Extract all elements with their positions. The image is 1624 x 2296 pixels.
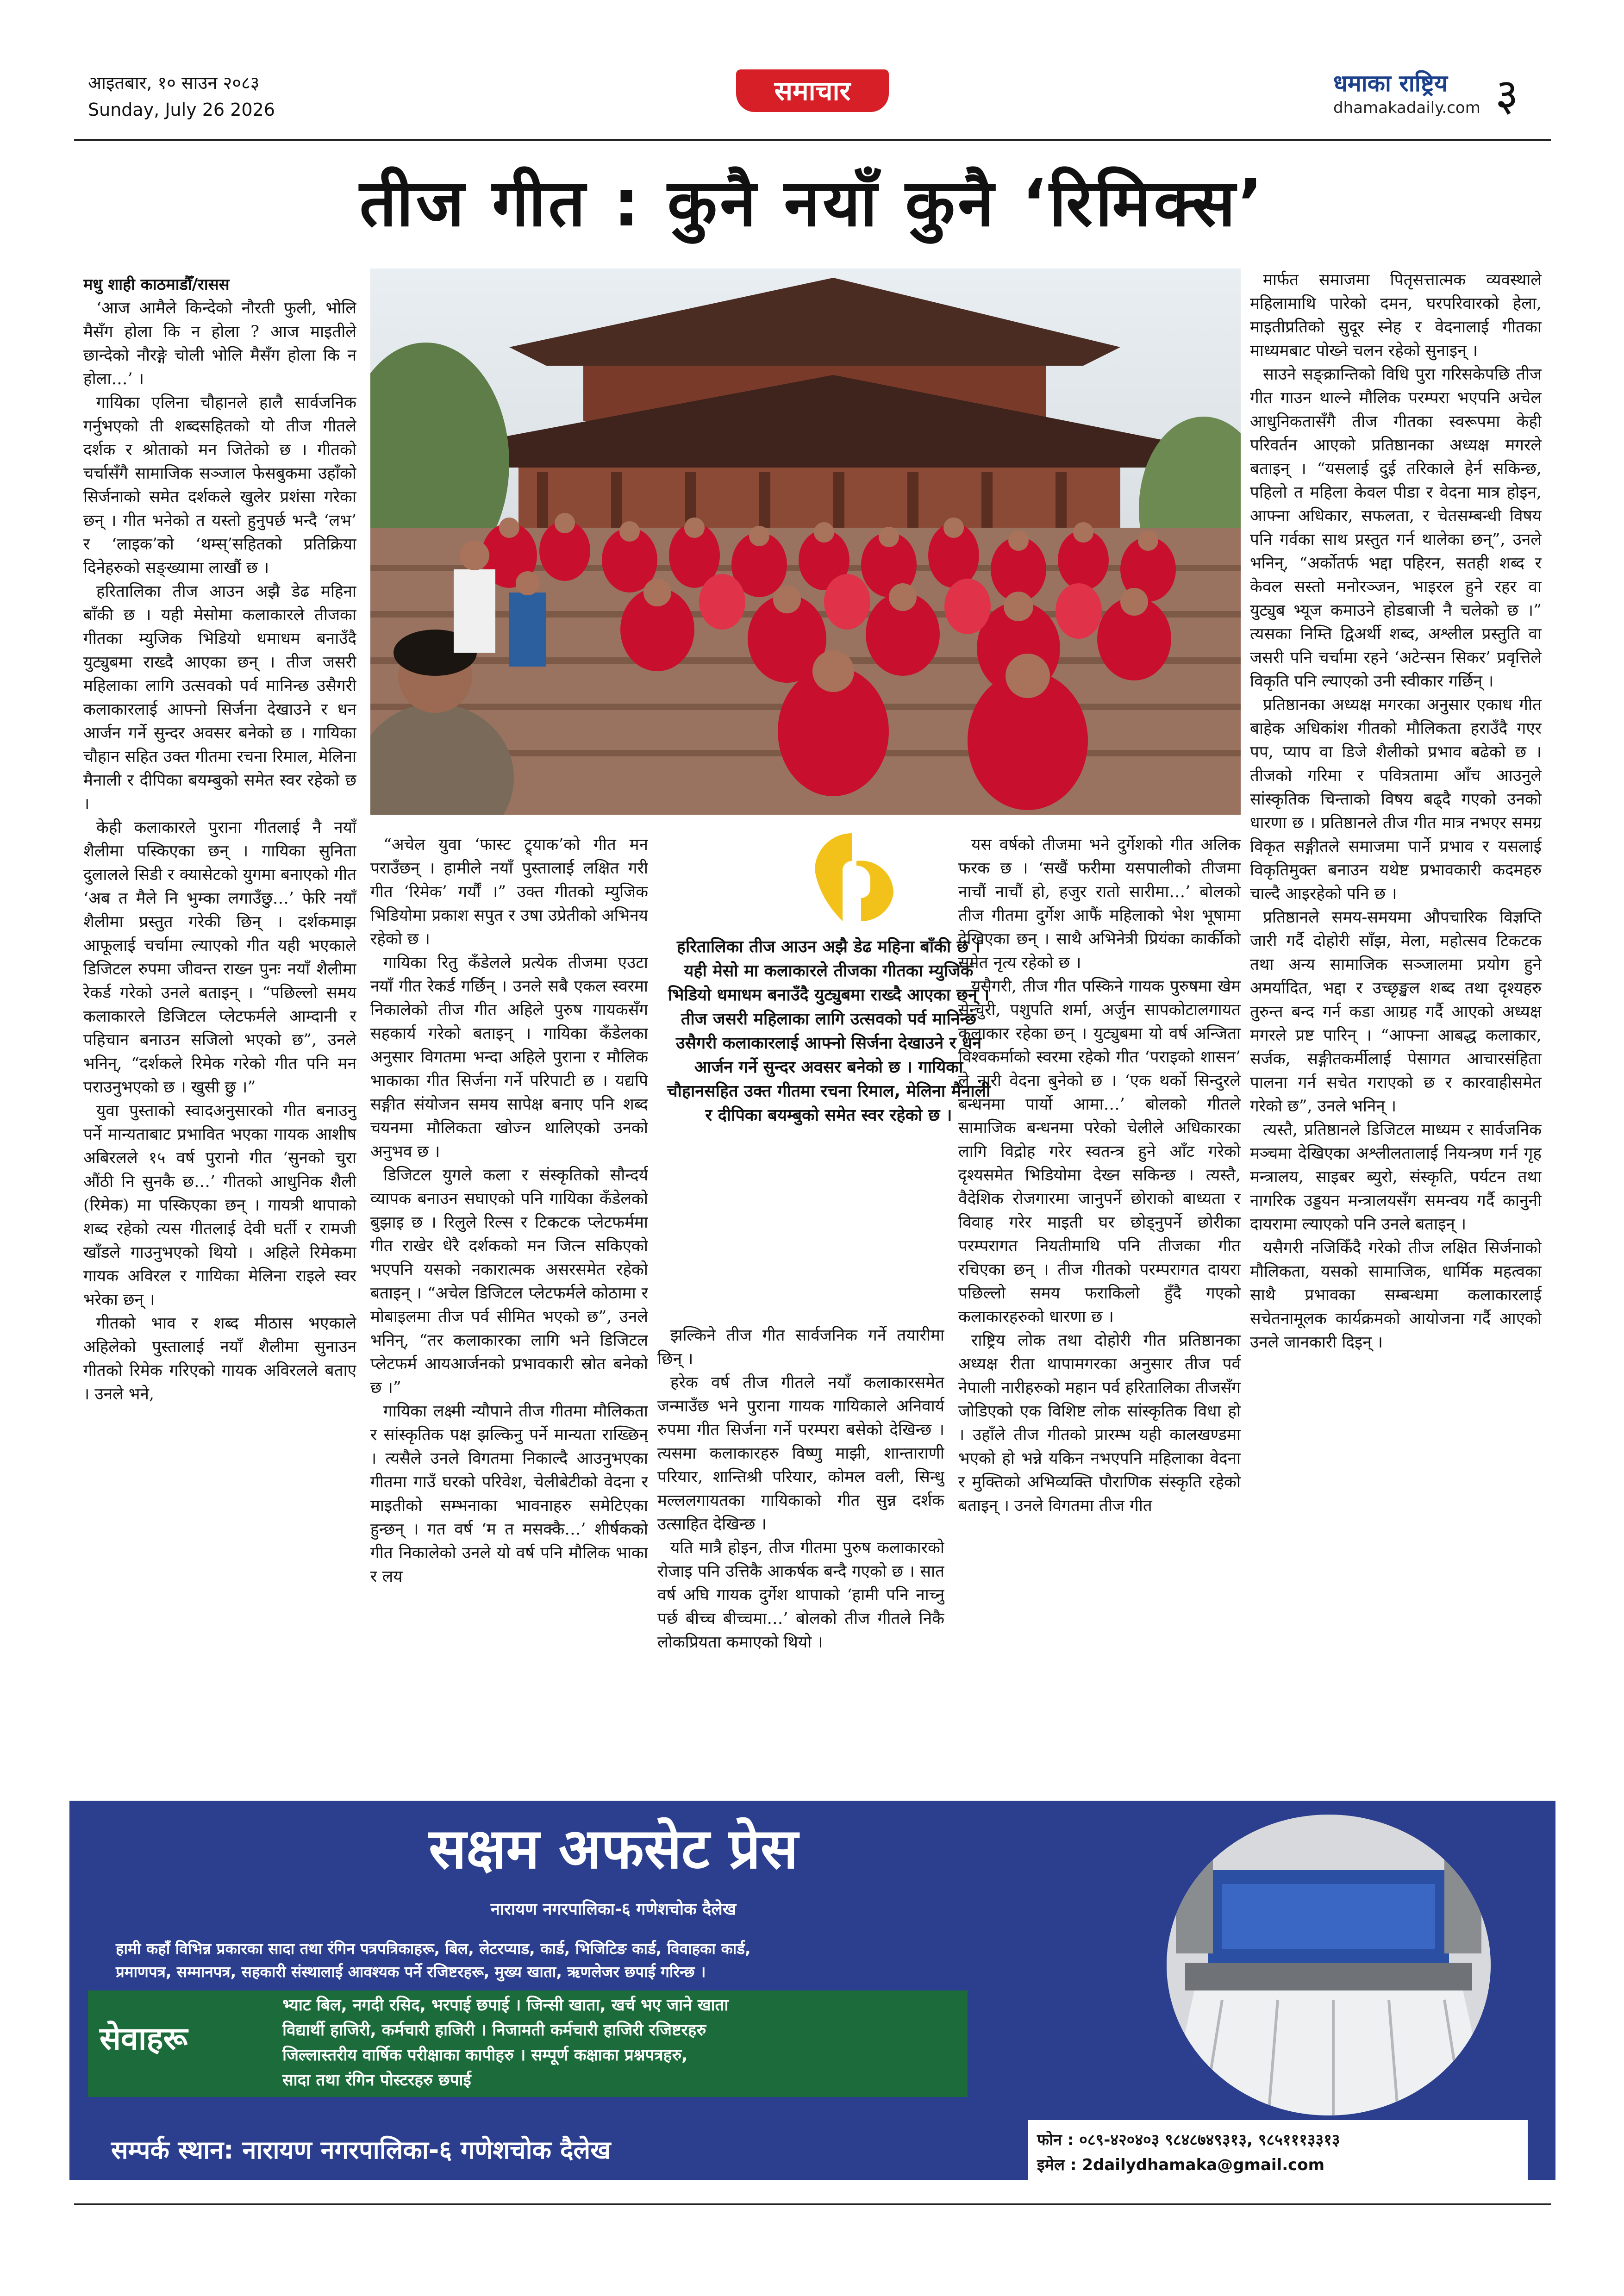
ad-contact-location: सम्पर्क स्थान: नारायण नगरपालिका-६ गणेशचोक दैलेख [111,2135,611,2165]
paragraph: प्रतिष्ठानले समय-समयमा औपचारिक विज्ञप्ति जारी गर्दै दोहोरी साँझ, मेला, महोत्सव टिकटक तथा अन्य सामाजिक सञ्जालमा प्रयोग हुने अमर्यादित, भद्दा र उच्छृङ्खल शब्द तथा दृश्यहरु तुरुन्त बन्द गर्न कडा आग्रह गर्दै आएको अध्यक्ष मगरले प्रष्ट पारिन् । “आफ्ना आबद्ध कलाकार, सर्जक, सङ्गीतकर्मीलाई पेसागत आचारसंहिता पालना गर्न सचेत गराएको छ र कारवाहीसमेत गरेको छ”, उनले भनिन् । [1250,908,1542,1116]
paragraph: त्यस्तै, प्रतिष्ठानले डिजिटल माध्यम र सार्वजनिक मञ्चमा देखिएका अश्लीलतालाई नियन्त्रण गर्न गृह मन्त्रालय, साइबर ब्युरो, संस्कृति, पर्यटन तथा नागरिक उड्डयन मन्त्रालयसँग समन्वय गर्दै कानुनी दायरामा ल्याएको पनि उनले बताइन् । [1250,1121,1542,1234]
ad-title: सक्षम अफसेट प्रेस [429,1817,798,1881]
paragraph: झल्किने तीज गीत सार्वजनिक गर्ने तयारीमा छिन् । [657,1326,944,1368]
paragraph: ‘आज आमैले किन्देको नौरती फुली, भोलि मैसँग होला कि न होला ? आज माइतीले छान्देको नौरङ्गे चोली भोलि मैसँग होला कि न होला…’ । [83,299,356,388]
date-english: Sunday, July 26 2026 [88,100,275,120]
pull-quote: हरितालिका तीज आउन अझै डेढ महिना बाँकी छ । यही मेसो मा कलाकारले तीजका गीतका म्युजिक भिडियो धमाधम बनाउँदै युट्युबमा राख्दै आएका छन् । तीज जसरी महिलाका लागि उत्सवको पर्व मानिन्छ उसैगरी कलाकारलाई आफ्नो सिर्जना देखाउने र धन आर्जन गर्ने सुन्दर अवसर बनेको छ । गायिका चौहानसहित उक्त गीतमा रचना रिमाल, मेलिना मैनाली र दीपिका बयम्बुको समेत स्वर रहेको छ । [667,937,991,1125]
service-item: जिल्लास्तरीय वार्षिक परीक्षाका कापीहरु । सम्पूर्ण कक्षाका प्रश्नपत्रहरु, [282,2046,688,2065]
service-item: सादा तथा रंगिन पोस्टरहरु छपाई [282,2071,471,2090]
page-number: ३ [1495,69,1518,121]
brand-name: धमाका राष्ट्रिय [1333,70,1448,97]
article-photo [370,268,1241,815]
ad-description [116,1937,1134,1984]
ad-description-line: प्रमाणपत्र, सम्मानपत्र, सहकारी संस्थालाई आवश्यक पर्ने रजिष्टरहरू, मुख्य खाता, ऋणलेजर छपाई गरिन्छ । [116,1963,706,1981]
paragraph: राष्ट्रिय लोक तथा दोहोरी गीत प्रतिष्ठानका अध्यक्ष रीता थापामगरका अनुसार तीज पर्व नेपाली नारीहरुको महान पर्व हरितालिका तीजसँग जोडिएको एक विशिष्ट लोक सांस्कृतिक विधा हो । उहाँले तीज गीतको प्रारम्भ यही कालखण्डमा भएको हो भन्ने यकिन नभएपनि महिलाका वेदना र मुक्तिको अभिव्यक्ति पौराणिक संस्कृति रहेको बताइन् । उनले विगतमा तीज गीत [958,1331,1241,1515]
services-label: सेवाहरू [100,2021,188,2057]
brand-website[interactable]: dhamakadaily.com [1333,99,1480,117]
paragraph: गीतको भाव र शब्द मीठास भएकाले अहिलेको पुस्तालाई नयाँ शैलीमा सुनाउन गीतको रिमेक गरिएको गायक अविरलले बताए । उनले भने, [83,1314,356,1404]
paragraph: केही कलाकारले पुराना गीतलाई नै नयाँ शैलीमा पस्किएका छन् । गायिका सुनिता दुलालले सिडी र क्यासेटको युगमा बनाएको गीत ‘अब त मैले नि भुम्का लगाउँछु…’ फेरि नयाँ शैलीमा प्रस्तुत गरेकी छिन् । दर्शकमाझ आफूलाई चर्चामा ल्याएको गीत यही भएकाले डिजिटल रुपमा जीवन्त राख्न पुनः नयाँ शैलीमा रेकर्ड गरेको उनले बताइन् । “पछिल्लो समय कलाकारले डिजिटल प्लेटफर्मले आम्दानी र पहिचान बनाउन सजिलो भएको छ”, उनले भनिन्, “दर्शकले रिमेक गरेको गीत पनि मन पराउनुभएको छ । खुसी छु ।” [83,818,356,1097]
paragraph: गायिका एलिना चौहानले हालै सार्वजनिक गर्नुभएको ती शब्दसहितको यो तीज गीतले दर्शक र श्रोताको मन जितेको छ । गीतको चर्चासँगै सामाजिक सञ्जाल फेसबुकमा उहाँको सिर्जनाको समेत दर्शकले खुलेर प्रशंसा गरेका छन् । गीत भनेको त यस्तो हुनुपर्छ भन्दै ‘लभ’ र ‘लाइक’को ‘थम्स्’सहितको प्रतिक्रिया दिनेहरुको सङ्ख्यामा लाखौं छ । [83,393,356,577]
paragraph: “अचेल युवा ‘फास्ट ट्र्याक’को गीत मन पराउँछन् । हामीले नयाँ पुस्तालाई लक्षित गरी गीत ‘रिमेक’ गर्यौं ।” उक्त गीतको म्युजिक भिडियोमा प्रकाश सपुत र उषा उप्रेतीको अभिनय रहेको छ । [370,836,648,948]
paragraph: युवा पुस्ताको स्वादअनुसारको गीत बनाउनु पर्ने मान्यताबाट प्रभावित भएका गायक आशीष अबिरलले १५ वर्ष पुरानो गीत ‘सुनको चुरा औंठी नि सुनकै छ…’ गीतको आधुनिक शैली (रिमेक) मा पस्किएका छन् । गायत्री थापाको शब्द रहेको त्यस गीतलाई देवी घर्ती र रामजी खाँडले गाउनुभएको थियो । अहिले रिमेकमा गायक अविरल र गायिका मेलिना राइले स्वर भरेका छन् । [83,1102,356,1309]
paragraph: डिजिटल युगले कला र संस्कृतिको सौन्दर्य व्यापक बनाउन सघाएको पनि गायिका कँडेलको बुझाइ छ । रिलुले रिल्स र टिकटक प्लेटफर्ममा गीत राखेर धेरै दर्शकको मन जित्न सकिएको भएपनि यसको नकारात्मक असरसमेत रहेको बताइन् । “अचेल डिजिटल प्लेटफर्मले कोठामा र मोबाइलमा तीज पर्व सीमित भएको छ”, उनले भनिन्, “तर कलाकारका लागि भने डिजिटल प्लेटफर्म आयआर्जनको प्रभावकारी स्रोत बनेको छ ।” [370,1166,648,1397]
article-byline: मधु शाही काठमाडौँ/रासस [83,275,230,294]
paragraph: साउने सङ्क्रान्तिको विधि पुरा गरिसकेपछि तीज गीत गाउन थाल्ने मौलिक परम्परा भएपनि अचेल आधुनिकतासँगै तीज गीतका स्वरूपमा केही परिवर्तन आएको प्रतिष्ठानका अध्यक्ष मगरले बताइन् । “यसलाई दुई तरिकाले हेर्न सकिन्छ, पहिलो त महिला केवल पीडा र वेदना मात्र होइन, आफ्ना अधिकार, सफलता, र चेतसम्बन्धी विषय पनि गर्वका साथ प्रस्तुत गर्न थालेका छन्”, उनले भनिन्, “अर्कोतर्फ भद्दा पहिरन, सतही शब्द र केवल सस्तो मनोरञ्जन, भाइरल हुने रहर वा युट्युब भ्यूज कमाउने होडबाजी नै चलेको छ ।” त्यसका निम्ति द्विअर्थी शब्द, अश्लील प्रस्तुति वा जसरी पनि चर्चामा रहने ‘अटेन्सन सिकर’ प्रवृत्तिले विकृति पनि ल्याएको उनी स्वीकार गर्छिन् । [1250,365,1542,691]
paragraph: गायिका लक्ष्मी न्यौपाने तीज गीतमा मौलिकता र सांस्कृतिक पक्ष झल्किनु पर्ने मान्यता राख्छिन् । त्यसैले उनले विगतमा निकाल्दै आउनुभएका गीतमा गाउँ घरको परिवेश, चेलीबेटीको वेदना र माइतीको सम्भनाका भावनाहरु समेटिएका हुन्छन् । गत वर्ष ‘म त मसक्कै…’ शीर्षकको गीत निकालेको उनले यो वर्ष पनि मौलिक भाका र लय [370,1402,648,1586]
paragraph: मार्फत समाजमा पितृसत्तात्मक व्यवस्थाले महिलामाथि पारेको दमन, घरपरिवारको हेला, माइतीप्रतिको सुदूर स्नेह र वेदनालाई गीतका माध्यमबाट पोख्ने चलन रहेको सुनाइन् । [1250,271,1542,360]
brand-block[interactable] [1333,69,1480,119]
service-item: विद्यार्थी हाजिरी, कर्मचारी हाजिरी । निजामती कर्मचारी हाजिरी रजिष्टरहरु [282,2021,706,2040]
header-date [88,69,275,123]
date-nepali: आइतबार, १० साउन २०८३ [88,73,260,93]
article-column-2 [370,833,648,1778]
ad-phone[interactable]: फोन : ०८९-४२०४०३ ९८४८७४९३१३, ९८५१११३३१३ [1037,2131,1340,2149]
paragraph: यति मात्रै होइन, तीज गीतमा पुरुष कलाकारको रोजाइ पनि उत्तिकै आकर्षक बन्दै गएको छ । सात वर्ष अघि गायक दुर्गेश थापाको ‘हामी पनि नाच्नु पर्छ बीच्च बीच्चमा…’ बोलको तीज गीतले निकै लोकप्रियता कमाएको थियो । [657,1539,944,1652]
article-headline: तीज गीत : कुनै नयाँ कुनै ‘रिमिक्स’ [359,166,1266,241]
contact-box [1028,2120,1528,2185]
ad-address: नारायण नगरपालिका-६ गणेशचोक दैलेख [490,1900,737,1919]
paragraph: यस वर्षको तीजमा भने दुर्गेशको गीत अलिक फरक छ । ‘सखैं फरीमा यसपालीको तीजमा नाचौं नाचौं हो, हजुर रातो सारीमा…’ बोलको तीज गीतमा दुर्गेश आफैं महिलाको भेश भूषामा देखिएका छन् । साथै अभिनेत्री प्रियंका कार्कीको समेत नृत्य रहेको छ । [958,836,1241,972]
printing-machine-photo [1167,1815,1491,2115]
article-column-3 [657,1324,944,1778]
ad-description-line: हामी कहाँ विभिन्न प्रकारका सादा तथा रंगिन पत्रपत्रिकाहरू, बिल, लेटरप्याड, कार्ड, भिजिटिङ कार्ड, विवाहका कार्ड, [116,1940,751,1958]
paragraph: हरेक वर्ष तीज गीतले नयाँ कलाकारसमेत जन्माउँछ भने पुराना गायक गायिकाले अनिवार्य रुपमा गीत सिर्जना गर्ने परम्परा बसेको देखिन्छ । त्यसमा कलाकारहरु विष्णु माझी, शान्ताराणी परियार, शान्तिश्री परियार, कोमल वली, सिन्धु मल्ललगायतका गायिकाको गीत सुन्न दर्शक उत्साहित देखिन्छ । [657,1373,944,1534]
footer-rule [74,2203,1551,2205]
temple-crowd-photo [370,268,1241,815]
article-column-1 [83,273,356,1778]
paragraph: यसैगरी नजिकिँदै गरेको तीज लक्षित सिर्जनाको मौलिकता, यसको सामाजिक, धार्मिक महत्वका साथै प्रभावका सम्बन्धमा कलाकारलाई सचेतनामूलक कार्यक्रमको आयोजना गर्दै आएको उनले जानकारी दिइन् । [1250,1239,1542,1352]
paragraph: हरितालिका तीज आउन अझै डेढ महिना बाँकी छ । यही मेसोमा कलाकारले तीजका गीतका म्युजिक भिडियो धमाधम बनाउँदै युट्युबमा राख्दै आएका छन् । तीज जसरी महिलाका लागि उत्सवको पर्व मानिन्छ उसैगरी कलाकारलाई आफ्नो सिर्जना देखाउने र धन आर्जन गर्ने सुन्दर अवसर बनेको छ । गायिका चौहान सहित उक्त गीतमा रचना रिमाल, मेलिना मैनाली र दीपिका बयम्बुको समेत स्वर रहेको छ । [83,582,356,813]
paragraph: गायिका रितु कँडेलले प्रत्येक तीजमा एउटा नयाँ गीत रेकर्ड गर्छिन् । उनले सबै एकल स्वरमा निकालेको तीज गीत अहिले पुरुष गायकसँग सहकार्य गरेको बताइन् । गायिका कँडेलका अनुसार विगतमा भन्दा अहिले पुराना र मौलिक भाकाका गीत सिर्जना गर्ने परिपाटी छ । यद्यपि सङ्गीत संयोजन समय सापेक्ष बनाए पनि शब्द चयनमा मौलिकता खोज्न थालिएको उनको अनुभव छ । [370,954,648,1161]
article-column-4 [958,833,1241,1778]
paragraph: प्रतिष्ठानका अध्यक्ष मगरका अनुसार एकाध गीत बाहेक अधिकांश गीतको मौलिकता हराउँदै गएर पप, प्याप वा डिजे शैलीको प्रभाव बढेको छ । तीजको गरिमा र पवित्रतामा आँच आउनुले सांस्कृतिक चिन्ताको विषय बढ्दै गएको उनको धारणा छ । प्रतिष्ठानले तीज गीत मात्र नभएर समग्र विकृत सङ्गीतले समाजमा पार्ने प्रभाव र यसलाई विकृतिमुक्त बनाउन यथेष्ट प्रभावकारी कदमहरु चाल्दै आइरहेको पनि छ । [1250,696,1542,903]
header-rule [74,139,1551,141]
quote-bubble-icon [806,829,898,926]
services-list [282,1993,963,2093]
paragraph: यसैगरी, तीज गीत पस्किने गायक पुरुषमा खेम सेन्चुरी, पशुपति शर्मा, अर्जुन सापकोटालगायत कलाकार रहेका छन् । युट्युबमा यो वर्ष अन्जिता विश्वकर्माको स्वरमा रहेको गीत ‘पराइको शासन’ ले नारी वेदना बुनेको छ । ‘एक थर्को सिन्दुरले बन्धनमा पार्यो आमा…’ बोलको गीतले सामाजिक बन्धनमा परेको चेलीले अधिकारका लागि विद्रोह गरेर स्वतन्त्र हुने आँट गरेको दृश्यसमेत भिडियोमा देख्न सकिन्छ । त्यस्तै, वैदेशिक रोजगारमा जानुपर्ने छोराको बाध्यता र विवाह गरेर माइती घर छोड्नुपर्ने छोरीका परम्परागत नियतीमाथि पनि तीजका गीत रचिएका छन् । तीज गीतको परम्परागत दायरा पछिल्लो समय फराकिलो हुँदै गएको कलाकारहरुको धारणा छ । [958,977,1241,1326]
section-badge: समाचार [736,69,889,112]
service-item: भ्याट बिल, नगदी रसिद, भरपाई छपाई । जिन्सी खाता, खर्च भए जाने खाता [282,1996,729,2015]
ad-email[interactable]: इमेल : 2dailydhamaka@gmail.com [1037,2156,1325,2174]
article-column-5 [1250,268,1542,1778]
printing-machine-image [1167,1815,1491,2115]
